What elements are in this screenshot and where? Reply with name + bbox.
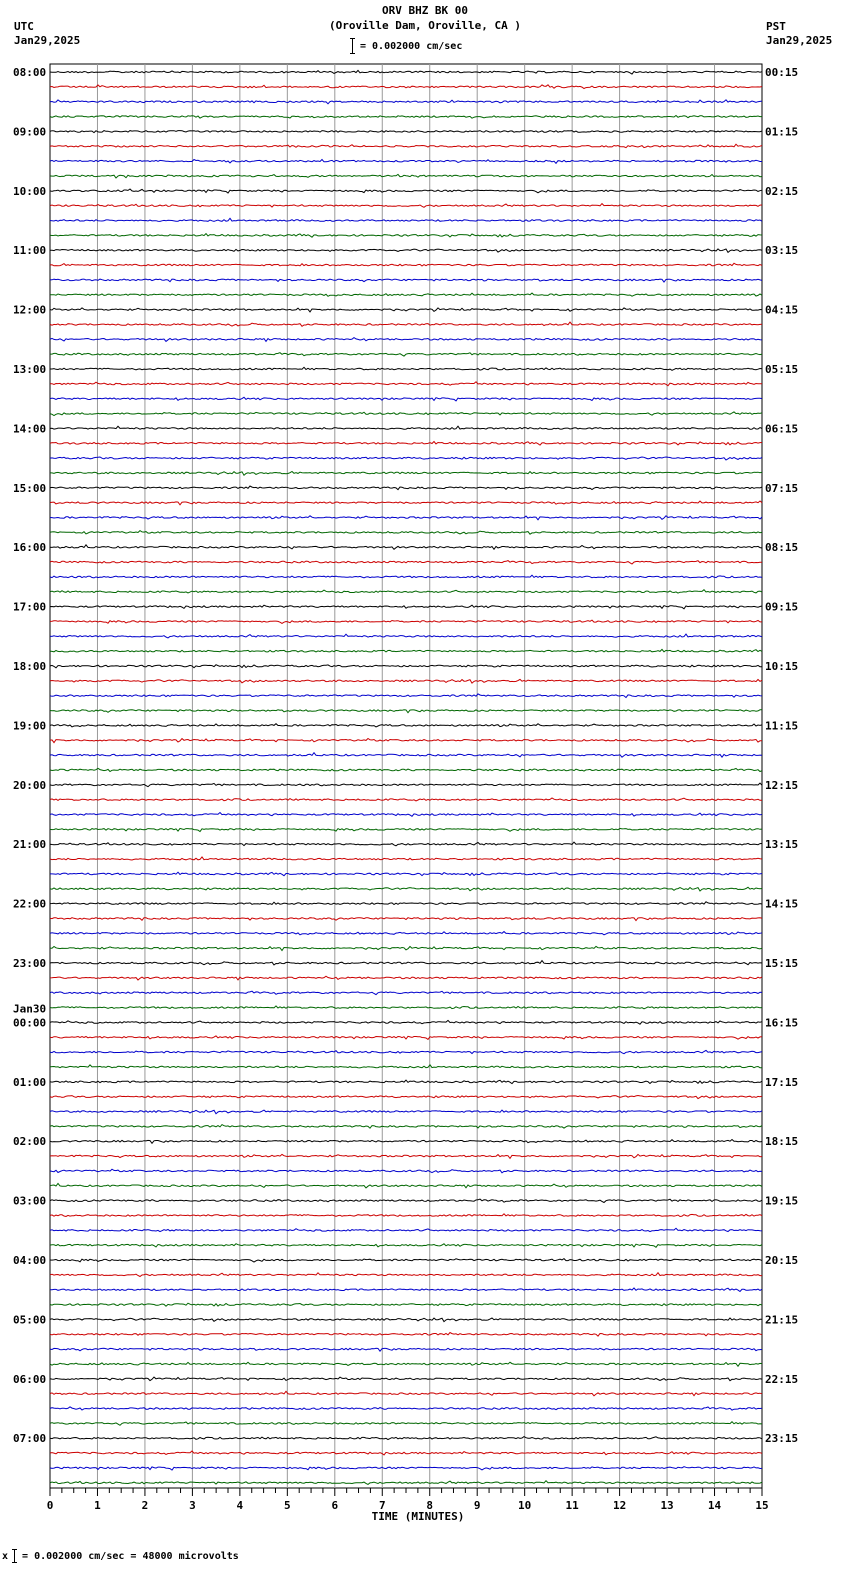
utc-label-11: 19:00	[13, 719, 47, 733]
trace-16	[50, 308, 762, 312]
utc-label-2: 10:00	[13, 184, 47, 198]
trace-24	[50, 426, 762, 429]
utc-label-7: 15:00	[13, 481, 47, 495]
pst-label-12: 12:15	[765, 778, 799, 792]
trace-61	[50, 976, 762, 980]
x-tick-label-14: 14	[707, 1499, 722, 1512]
footer-scale	[2, 1549, 239, 1563]
trace-43	[50, 710, 762, 713]
trace-82	[50, 1288, 762, 1292]
trace-9	[50, 204, 762, 208]
utc-hour-labels	[13, 66, 46, 1445]
x-tick-label-7: 7	[378, 1499, 386, 1512]
trace-73	[50, 1154, 762, 1158]
trace-64	[50, 1020, 762, 1024]
x-tick-label-15: 15	[755, 1499, 769, 1512]
trace-48	[50, 783, 762, 787]
trace-46	[50, 753, 762, 758]
trace-80	[50, 1259, 762, 1262]
trace-38	[50, 634, 762, 638]
x-tick-label-8: 8	[426, 1499, 434, 1512]
x-tick-label-13: 13	[660, 1499, 674, 1512]
pst-label-15: 15:15	[765, 957, 799, 970]
trace-58	[50, 932, 762, 935]
trace-55	[50, 887, 762, 891]
trace-42	[50, 694, 762, 698]
x-tick-label-9: 9	[473, 1499, 481, 1512]
trace-45	[50, 739, 762, 743]
trace-86	[50, 1348, 762, 1351]
trace-54	[50, 872, 762, 876]
pst-label-1: 01:15	[765, 125, 799, 139]
trace-3	[50, 116, 762, 119]
trace-4	[50, 131, 762, 133]
trace-95	[50, 1481, 762, 1485]
trace-17	[50, 322, 762, 326]
footer-prefix: x	[2, 1551, 9, 1562]
pst-label-22: 22:15	[765, 1372, 799, 1386]
trace-63	[50, 1006, 762, 1009]
footer-scale-text: = 0.002000 cm/sec = 48000 microvolts	[22, 1551, 239, 1562]
utc-label-3: 11:00	[13, 244, 47, 258]
trace-77	[50, 1214, 762, 1217]
x-tick-label-5: 5	[284, 1499, 291, 1512]
trace-13	[50, 263, 762, 266]
x-axis-title: TIME (MINUTES)	[371, 1510, 465, 1523]
trace-2	[50, 100, 762, 104]
time-axis	[47, 1488, 769, 1523]
trace-44	[50, 724, 762, 727]
trace-1	[50, 85, 762, 89]
trace-62	[50, 991, 762, 994]
trace-53	[50, 857, 762, 860]
trace-30	[50, 516, 762, 520]
trace-28	[50, 486, 762, 490]
trace-32	[50, 545, 762, 550]
trace-74	[50, 1169, 762, 1173]
trace-89	[50, 1391, 762, 1396]
pst-label-10: 10:15	[765, 660, 799, 673]
trace-26	[50, 457, 762, 460]
trace-72	[50, 1140, 762, 1144]
trace-40	[50, 665, 762, 668]
trace-70	[50, 1110, 762, 1114]
trace-11	[50, 234, 762, 238]
utc-label-20: 04:00	[13, 1254, 47, 1267]
pst-date-label: Jan29,2025	[766, 34, 833, 47]
trace-47	[50, 768, 762, 771]
trace-27	[50, 472, 762, 476]
trace-51	[50, 828, 762, 831]
station-title: ORV BHZ BK 00	[381, 4, 469, 17]
utc-label-1: 09:00	[13, 125, 47, 139]
pst-label-11: 11:15	[765, 719, 799, 733]
trace-81	[50, 1273, 762, 1277]
trace-84	[50, 1318, 762, 1322]
pst-label-0: 00:15	[765, 66, 799, 79]
x-tick-label-12: 12	[612, 1499, 627, 1512]
utc-label-8: 16:00	[13, 541, 47, 555]
utc-label-13: 21:00	[13, 838, 47, 852]
utc-label-19: 03:00	[13, 1194, 47, 1208]
utc-label-18: 02:00	[13, 1135, 47, 1149]
utc-label-15: 23:00	[13, 957, 47, 970]
trace-10	[50, 218, 762, 221]
trace-79	[50, 1244, 762, 1248]
trace-93	[50, 1451, 762, 1455]
pst-label-14: 14:15	[765, 897, 799, 911]
trace-14	[50, 279, 762, 282]
pst-label-18: 18:15	[765, 1135, 799, 1149]
trace-78	[50, 1228, 762, 1231]
trace-56	[50, 902, 762, 905]
trace-57	[50, 918, 762, 921]
utc-label-10: 18:00	[13, 660, 47, 673]
trace-7	[50, 174, 762, 178]
x-tick-label-1: 1	[94, 1499, 101, 1512]
utc-date-label: Jan29,2025	[14, 34, 81, 47]
pst-label-2: 02:15	[765, 184, 799, 198]
x-tick-label-6: 6	[331, 1499, 339, 1512]
trace-20	[50, 367, 762, 370]
trace-12	[50, 249, 762, 253]
trace-15	[50, 293, 762, 296]
pst-label-13: 13:15	[765, 838, 799, 852]
trace-75	[50, 1183, 762, 1188]
trace-35	[50, 590, 762, 593]
pst-label-17: 17:15	[765, 1075, 799, 1089]
trace-92	[50, 1437, 762, 1440]
utc-label-4: 12:00	[13, 303, 47, 317]
trace-0	[50, 70, 762, 74]
trace-90	[50, 1407, 762, 1410]
trace-83	[50, 1303, 762, 1306]
pst-label-16: 16:15	[765, 1016, 799, 1030]
utc-label-17: 01:00	[13, 1075, 47, 1089]
x-tick-label-4: 4	[236, 1499, 244, 1512]
x-tick-label-11: 11	[565, 1499, 579, 1512]
trace-36	[50, 605, 762, 609]
trace-23	[50, 412, 762, 416]
x-tick-label-0: 0	[46, 1499, 54, 1512]
trace-76	[50, 1199, 762, 1202]
trace-34	[50, 575, 762, 578]
trace-49	[50, 798, 762, 801]
utc-label-22: 06:00	[13, 1372, 47, 1386]
trace-6	[50, 160, 762, 164]
pst-label-7: 07:15	[765, 481, 799, 495]
trace-59	[50, 946, 762, 950]
trace-60	[50, 961, 762, 965]
utc-label-12: 20:00	[13, 778, 47, 792]
pst-label-23: 23:15	[765, 1432, 799, 1446]
trace-66	[50, 1050, 762, 1053]
trace-69	[50, 1096, 762, 1099]
seismic-traces	[50, 70, 762, 1484]
pst-label-20: 20:15	[765, 1254, 799, 1267]
trace-41	[50, 679, 762, 683]
footer-scale-bar-icon	[12, 1549, 18, 1563]
pst-label-5: 05:15	[765, 363, 799, 376]
trace-33	[50, 561, 762, 564]
trace-65	[50, 1036, 762, 1040]
trace-50	[50, 813, 762, 817]
pst-label-3: 03:15	[765, 244, 799, 258]
utc-label-9: 17:00	[13, 600, 47, 614]
trace-8	[50, 189, 762, 193]
trace-22	[50, 397, 762, 401]
pst-label-19: 19:15	[765, 1194, 799, 1208]
x-tick-label-3: 3	[189, 1499, 196, 1512]
pst-label-8: 08:15	[765, 541, 799, 555]
trace-21	[50, 382, 762, 386]
trace-37	[50, 620, 762, 623]
trace-5	[50, 144, 762, 148]
pst-label-9: 09:15	[765, 600, 799, 614]
pst-label-6: 06:15	[765, 422, 799, 436]
trace-91	[50, 1422, 762, 1426]
x-tick-label-10: 10	[518, 1499, 532, 1512]
trace-19	[50, 353, 762, 356]
pst-hour-labels	[765, 66, 798, 1445]
utc-label-0: 08:00	[13, 66, 47, 79]
trace-25	[50, 442, 762, 446]
utc-label-14: 22:00	[13, 897, 47, 911]
pst-label-4: 04:15	[765, 303, 799, 317]
x-tick-label-2: 2	[141, 1499, 149, 1512]
trace-94	[50, 1467, 762, 1470]
trace-29	[50, 501, 762, 505]
trace-71	[50, 1125, 762, 1129]
pst-label-21: 21:15	[765, 1313, 799, 1327]
trace-31	[50, 531, 762, 535]
utc-zone-label: UTC	[14, 20, 34, 33]
trace-67	[50, 1065, 762, 1068]
trace-18	[50, 338, 762, 342]
utc-date-change-label: Jan30	[13, 1002, 47, 1016]
station-subtitle: (Oroville Dam, Oroville, CA )	[328, 19, 522, 32]
scale-text: = 0.002000 cm/sec	[360, 41, 463, 52]
utc-label-5: 13:00	[13, 363, 47, 376]
pst-zone-label: PST	[766, 20, 786, 33]
trace-88	[50, 1377, 762, 1381]
trace-68	[50, 1080, 762, 1084]
utc-label-6: 14:00	[13, 422, 47, 436]
trace-39	[50, 649, 762, 652]
utc-label-23: 07:00	[13, 1432, 47, 1446]
trace-52	[50, 842, 762, 846]
trace-87	[50, 1362, 762, 1366]
utc-label-21: 05:00	[13, 1313, 47, 1327]
trace-85	[50, 1333, 762, 1337]
utc-label-16: 00:00	[13, 1016, 47, 1030]
